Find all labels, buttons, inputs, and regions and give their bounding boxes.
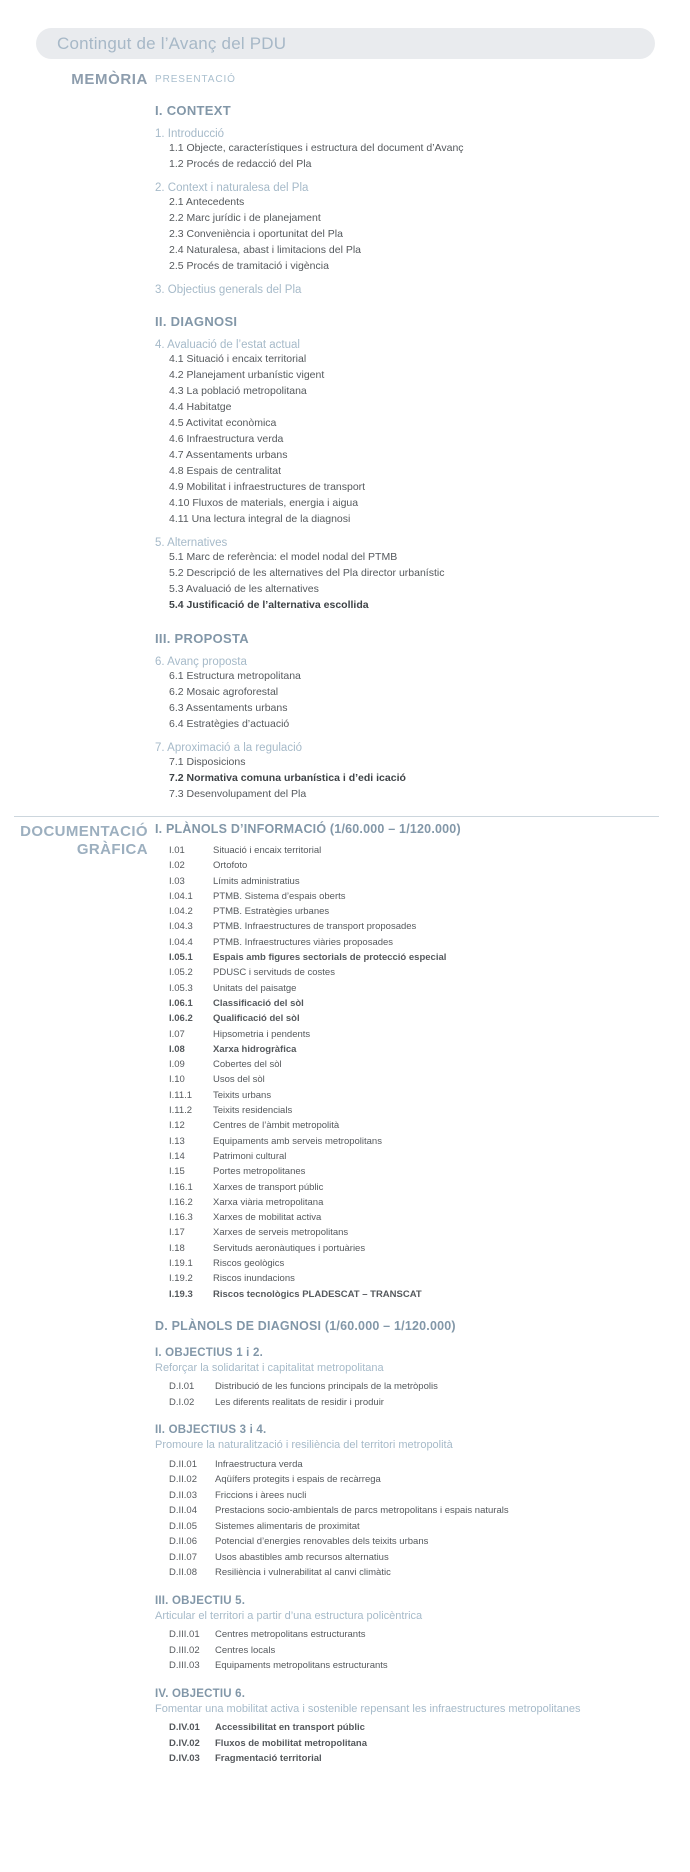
- list-item: [155, 1118, 690, 1133]
- item-code: D.III.01: [169, 1629, 200, 1641]
- list-item: [155, 889, 690, 904]
- item-label: Unitats del paisatge: [213, 982, 297, 994]
- toc-item: 5.1 Marc de referència: el model nodal del PTMB: [169, 551, 398, 563]
- list-item: [155, 1519, 690, 1535]
- page-title: Contingut de l’Avanç del PDU: [57, 33, 287, 53]
- list-item: [155, 950, 690, 965]
- item-code: I.16.3: [169, 1212, 193, 1224]
- item-label: Xarxa viària metropolitana: [213, 1196, 324, 1208]
- list-item: [155, 1658, 690, 1674]
- toc-item: 1.2 Procés de redacció del Pla: [169, 158, 312, 170]
- list-item: [155, 1488, 690, 1504]
- item-label: Accessibilitat en transport públic: [215, 1722, 365, 1734]
- item-code: I.07: [169, 1028, 185, 1040]
- item-label: Centres de l’àmbit metropolità: [213, 1120, 340, 1132]
- list-item: [155, 1241, 690, 1256]
- toc-item: 4.6 Infraestructura verda: [169, 433, 284, 445]
- plans-diagnosi-header: D. PLÀNOLS DE DIAGNOSI (1/60.000 – 1/120.000): [155, 1318, 456, 1333]
- item-label: PTMB. Estratègies urbanes: [213, 906, 330, 918]
- group-title: 6. Avanç proposta: [155, 656, 247, 668]
- list-item: [155, 1565, 690, 1581]
- list-item: [155, 1195, 690, 1210]
- list-item: [155, 1072, 690, 1087]
- objective-header: III. OBJECTIU 5.: [155, 1594, 246, 1607]
- toc-item: 4.9 Mobilitat i infraestructures de transport: [169, 481, 366, 493]
- item-code: I.10: [169, 1074, 185, 1086]
- list-item: [155, 1225, 690, 1240]
- item-code: I.18: [169, 1242, 185, 1254]
- objective-subtitle: Promoure la naturalització i resiliència del territori metropolità: [155, 1439, 453, 1452]
- item-label: Les diferents realitats de residir i produir: [215, 1396, 384, 1408]
- list-item: [155, 1256, 690, 1271]
- item-label: Servituds aeronàutiques i portuàries: [213, 1242, 366, 1254]
- item-label: PTMB. Infraestructures de transport proposades: [213, 921, 417, 933]
- item-code: D.III.02: [169, 1644, 200, 1656]
- memoria-content-column: [155, 70, 690, 802]
- item-code: I.19.3: [169, 1288, 193, 1300]
- group-title: 1. Introducció: [155, 128, 225, 140]
- toc-item: 7.3 Desenvolupament del Pla: [169, 788, 307, 800]
- list-item: [155, 1088, 690, 1103]
- item-label: Portes metropolitanes: [213, 1166, 306, 1178]
- group-title: 2. Context i naturalesa del Pla: [155, 182, 309, 194]
- toc-item: 4.3 La població metropolitana: [169, 385, 307, 397]
- item-code: I.14: [169, 1150, 185, 1162]
- memoria-section: [0, 70, 690, 802]
- memoria-left-column: [0, 70, 148, 802]
- item-code: I.13: [169, 1135, 185, 1147]
- item-code: I.04.1: [169, 890, 193, 902]
- toc-item: 1.1 Objecte, característiques i estructura del document d’Avanç: [169, 142, 464, 154]
- section-divider: [14, 816, 659, 817]
- item-code: I.05.3: [169, 982, 193, 994]
- item-label: Cobertes del sòl: [213, 1059, 282, 1071]
- documentacio-label-line2: GRÀFICA: [76, 841, 148, 858]
- list-item: [155, 1027, 690, 1042]
- item-code: D.II.03: [169, 1489, 197, 1501]
- list-item: [155, 1503, 690, 1519]
- item-label: Riscos inundacions: [213, 1273, 295, 1285]
- item-label: Potencial d’energies renovables dels teixits urbans: [215, 1536, 429, 1548]
- plans-informacio-header: I. PLÀNOLS D’INFORMACIÓ (1/60.000 – 1/120.000): [155, 822, 461, 836]
- item-code: I.05.2: [169, 967, 193, 979]
- item-label: Teixits residencials: [213, 1105, 293, 1117]
- toc-item: 4.5 Activitat econòmica: [169, 417, 277, 429]
- item-code: I.11.1: [169, 1089, 193, 1101]
- item-code: I.01: [169, 845, 185, 856]
- item-code: I.08: [169, 1043, 185, 1055]
- item-label: Distribució de les funcions principals de la metròpolis: [215, 1381, 438, 1393]
- toc-item: 2.1 Antecedents: [169, 196, 245, 208]
- objective-header: IV. OBJECTIU 6.: [155, 1687, 246, 1700]
- item-label: PTMB. Infraestructures viàries proposades: [213, 936, 394, 948]
- item-label: Prestacions socio-ambientals de parcs metropolitans i espais naturals: [215, 1505, 509, 1517]
- item-label: Límits administratius: [213, 875, 300, 887]
- part-header: I. CONTEXT: [155, 103, 231, 118]
- toc-item: 6.1 Estructura metropolitana: [169, 670, 301, 682]
- list-item: [155, 935, 690, 950]
- list-item: [155, 874, 690, 889]
- list-item: [155, 858, 690, 873]
- list-item: [155, 996, 690, 1011]
- list-item: [155, 1550, 690, 1566]
- list-item: [155, 1210, 690, 1225]
- toc-item: 4.7 Assentaments urbans: [169, 449, 288, 461]
- objective-item-list: [155, 1379, 690, 1410]
- group-title: 7. Aproximació a la regulació: [155, 742, 303, 754]
- item-code: I.09: [169, 1059, 185, 1071]
- documentacio-grafica-label: [0, 822, 148, 859]
- item-code: D.II.04: [169, 1505, 197, 1517]
- list-item: [155, 1057, 690, 1072]
- item-code: I.04.4: [169, 936, 193, 948]
- page-title-banner: [36, 28, 655, 59]
- item-label: Aqüífers protegits i espais de recàrrega: [215, 1474, 381, 1486]
- toc-item: 5.2 Descripció de les alternatives del Pla director urbanístic: [169, 567, 445, 579]
- item-code: I.12: [169, 1120, 185, 1132]
- list-item: [155, 965, 690, 980]
- item-code: D.I.01: [169, 1381, 195, 1393]
- presentacio-label: PRESENTACIÓ: [155, 74, 236, 85]
- item-code: I.06.1: [169, 997, 193, 1009]
- toc-item: 4.2 Planejament urbanístic vigent: [169, 369, 325, 381]
- toc-item: 4.11 Una lectura integral de la diagnosi: [169, 513, 351, 525]
- item-label: Centres metropolitans estructurants: [215, 1629, 366, 1641]
- item-code: I.16.2: [169, 1196, 193, 1208]
- list-item: [155, 1011, 690, 1026]
- item-code: D.II.01: [169, 1458, 197, 1470]
- item-label: Sistemes alimentaris de proximitat: [215, 1520, 360, 1532]
- item-label: Equipaments metropolitans estructurants: [215, 1660, 388, 1672]
- item-code: I.03: [169, 875, 185, 887]
- list-item: [155, 919, 690, 934]
- item-code: D.IV.02: [169, 1737, 200, 1749]
- item-label: Fragmentació territorial: [215, 1753, 322, 1765]
- item-code: D.II.08: [169, 1567, 197, 1579]
- objective-item-list: [155, 1627, 690, 1674]
- objective-item-list: [155, 1457, 690, 1581]
- item-code: D.IV.01: [169, 1722, 200, 1734]
- part-header: II. DIAGNOSI: [155, 314, 238, 329]
- item-label: Xarxes de transport públic: [213, 1181, 324, 1193]
- item-code: I.05.1: [169, 952, 193, 964]
- list-item: [155, 1751, 690, 1767]
- item-label: PDUSC i servituds de costes: [213, 967, 335, 979]
- item-label: Centres locals: [215, 1644, 276, 1656]
- list-item: [155, 843, 690, 858]
- item-code: I.17: [169, 1227, 185, 1239]
- toc-item: 6.4 Estratègies d’actuació: [169, 718, 290, 730]
- toc-item: 6.3 Assentaments urbans: [169, 702, 288, 714]
- list-item: [155, 1287, 690, 1302]
- toc-item: 5.4 Justificació de l’alternativa escollida: [169, 599, 369, 611]
- list-item: [155, 1534, 690, 1550]
- item-code: D.II.07: [169, 1551, 197, 1563]
- item-label: Espais amb figures sectorials de protecció especial: [213, 952, 447, 964]
- item-label: Resiliència i vulnerabilitat al canvi climàtic: [215, 1567, 391, 1579]
- group-title: 5. Alternatives: [155, 537, 228, 549]
- item-label: Fluxos de mobilitat metropolitana: [215, 1737, 368, 1749]
- list-item: [155, 1643, 690, 1659]
- grafica-content-column: [155, 822, 690, 1767]
- item-label: Hipsometria i pendents: [213, 1028, 311, 1040]
- item-label: Equipaments amb serveis metropolitans: [213, 1135, 382, 1147]
- toc-item: 7.1 Disposicions: [169, 756, 246, 768]
- objective-subtitle: Fomentar una mobilitat activa i sostenible repensant les infraestructures metropolitanes: [155, 1702, 581, 1715]
- list-item: [155, 904, 690, 919]
- objective-subtitle: Articular el territori a partir d’una estructura policèntrica: [155, 1609, 423, 1622]
- toc-item: 4.1 Situació i encaix territorial: [169, 353, 307, 365]
- item-label: Patrimoni cultural: [213, 1150, 287, 1162]
- group-title: 4. Avaluació de l’estat actual: [155, 339, 300, 351]
- toc-item: 2.5 Procés de tramitació i vigència: [169, 260, 329, 272]
- plans-informacio-list: [155, 843, 690, 1302]
- item-label: Riscos geològics: [213, 1258, 285, 1270]
- toc-item: 5.3 Avaluació de les alternatives: [169, 583, 319, 595]
- item-code: I.19.2: [169, 1273, 193, 1285]
- item-label: Ortofoto: [213, 860, 248, 872]
- objective-item-list: [155, 1720, 690, 1767]
- documentacio-grafica-section: [0, 822, 690, 1767]
- item-label: Xarxa hidrogràfica: [213, 1043, 297, 1055]
- item-code: I.11.2: [169, 1105, 193, 1117]
- item-code: I.04.3: [169, 921, 193, 933]
- item-label: Qualificació del sòl: [213, 1013, 300, 1025]
- objective-header: II. OBJECTIUS 3 i 4.: [155, 1424, 267, 1437]
- list-item: [155, 1180, 690, 1195]
- list-item: [155, 1149, 690, 1164]
- item-label: Usos abastibles amb recursos alternatius: [215, 1551, 389, 1563]
- objective-subtitle: Reforçar la solidaritat i capitalitat metropolitana: [155, 1361, 384, 1374]
- part-header: III. PROPOSTA: [155, 631, 249, 646]
- item-code: D.I.02: [169, 1396, 195, 1408]
- item-code: D.II.02: [169, 1474, 197, 1486]
- documentacio-label-line1: DOCUMENTACIÓ: [20, 823, 148, 840]
- objective-header: I. OBJECTIUS 1 i 2.: [155, 1346, 263, 1359]
- list-item: [155, 1472, 690, 1488]
- list-item: [155, 1271, 690, 1286]
- list-item: [155, 1042, 690, 1057]
- item-label: Usos del sòl: [213, 1074, 265, 1086]
- toc-item: 4.4 Habitatge: [169, 401, 232, 413]
- item-label: Classificació del sòl: [213, 997, 304, 1009]
- item-code: I.06.2: [169, 1013, 193, 1025]
- item-label: Infraestructura verda: [215, 1458, 303, 1470]
- list-item: [155, 1627, 690, 1643]
- item-label: Friccions i àrees nucli: [215, 1489, 307, 1501]
- group-title: 3. Objectius generals del Pla: [155, 284, 302, 296]
- item-code: D.III.03: [169, 1660, 200, 1672]
- toc-item: 7.2 Normativa comuna urbanística i d’edi icació: [169, 772, 406, 784]
- toc-item: 2.3 Conveniència i oportunitat del Pla: [169, 228, 343, 240]
- toc-item: 2.2 Marc jurídic i de planejament: [169, 212, 321, 224]
- toc-item: 2.4 Naturalesa, abast i limitacions del Pla: [169, 244, 362, 256]
- diagnosi-objectives: [155, 1347, 690, 1767]
- item-label: Situació i encaix territorial: [213, 845, 322, 856]
- list-item: [155, 1379, 690, 1395]
- list-item: [155, 981, 690, 996]
- list-item: [155, 1395, 690, 1411]
- item-label: Xarxes de serveis metropolitans: [213, 1227, 349, 1239]
- grafica-left-column: [0, 822, 148, 1767]
- memoria-toc: [155, 103, 690, 802]
- item-code: D.II.05: [169, 1520, 197, 1532]
- item-label: Xarxes de mobilitat activa: [213, 1212, 322, 1224]
- document-page: [0, 28, 690, 1767]
- list-item: [155, 1457, 690, 1473]
- list-item: [155, 1720, 690, 1736]
- toc-item: 4.10 Fluxos de materials, energia i aigua: [169, 497, 359, 509]
- item-label: PTMB. Sistema d’espais oberts: [213, 890, 346, 902]
- item-code: D.II.06: [169, 1536, 197, 1548]
- item-code: D.IV.03: [169, 1753, 200, 1765]
- item-code: I.04.2: [169, 906, 193, 918]
- list-item: [155, 1164, 690, 1179]
- list-item: [155, 1134, 690, 1149]
- memoria-label: MEMÒRIA: [71, 71, 148, 88]
- toc-item: 4.8 Espais de centralitat: [169, 465, 282, 477]
- toc-item: 6.2 Mosaic agroforestal: [169, 686, 279, 698]
- item-code: I.15: [169, 1166, 185, 1178]
- item-code: I.02: [169, 860, 185, 872]
- item-label: Riscos tecnològics PLADESCAT – TRANSCAT: [213, 1288, 422, 1300]
- list-item: [155, 1103, 690, 1118]
- item-code: I.19.1: [169, 1258, 193, 1270]
- item-code: I.16.1: [169, 1181, 193, 1193]
- list-item: [155, 1736, 690, 1752]
- item-label: Teixits urbans: [213, 1089, 272, 1101]
